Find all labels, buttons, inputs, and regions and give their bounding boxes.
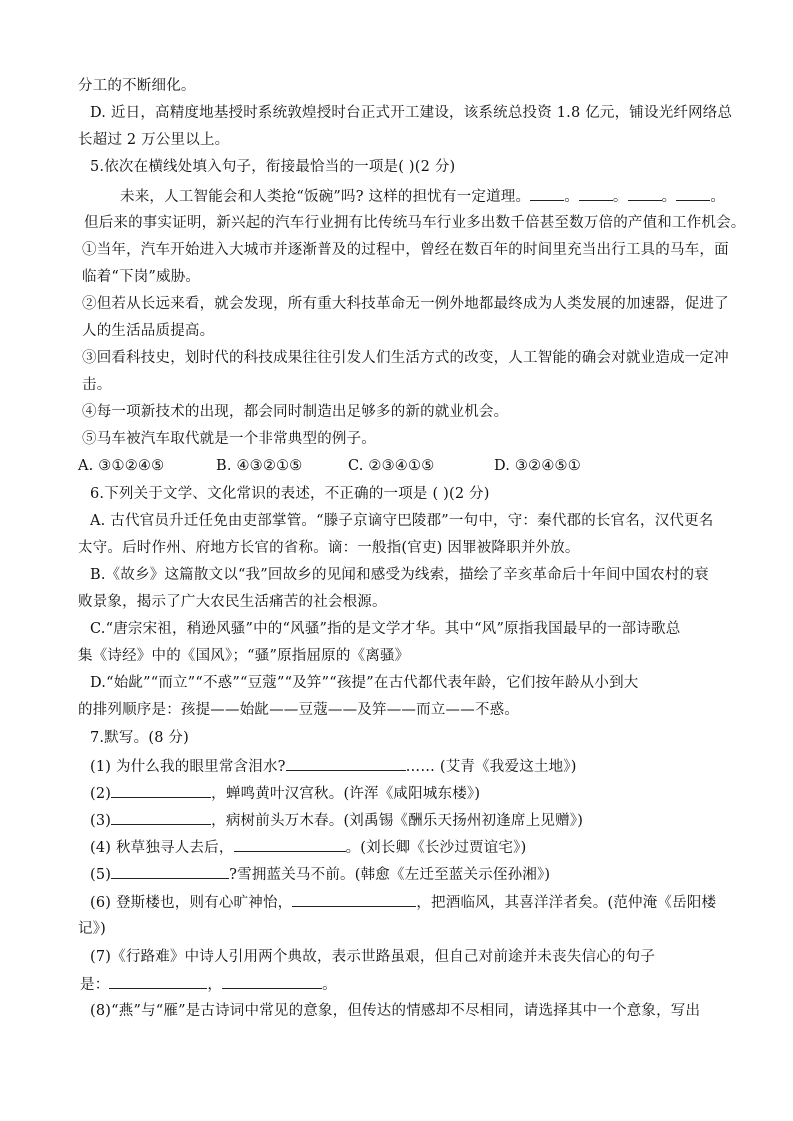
q7-item-1-blank[interactable] [286, 756, 406, 771]
q4-continuation-line: 分工的不断细化。 [78, 78, 196, 94]
q5-blank-3[interactable] [628, 186, 662, 201]
q5-sep-2: 。 [612, 189, 628, 205]
q6-option-a-line2: 太守。后时作州、府地方长官的省称。谪：一般指(官吏) 因罪被降职并外放。 [78, 540, 580, 556]
q7-item-6-text: (6) 登斯楼也，则有心旷神怡， [90, 895, 293, 911]
q6-option-c-line1: C.“唐宗宋祖，稍逊风骚”中的“风骚”指的是文学才华。其中“风”原指我国最早的一部诗歌总 [90, 621, 681, 637]
q7-item-3-num: (3) [90, 813, 112, 829]
q5-sentence-3b: 击。 [82, 377, 112, 393]
q6-option-b-line1: B.《故乡》这篇散文以“我”回故乡的见闻和感受为线索，描绘了辛亥革命后十年间中国农村的衰 [90, 567, 709, 583]
q5-passage-line1 [120, 186, 725, 207]
q5-stem: 5.依次在横线处填入句子，衔接最恰当的一项是( )(2 分) [90, 159, 456, 175]
q7-item-6-blank[interactable] [292, 892, 416, 907]
q5-blank-2[interactable] [579, 186, 613, 201]
q7-item-5-blank[interactable] [111, 864, 229, 879]
q6-option-d-line2: 的排列顺序是：孩提——始龀——豆蔻——及笄——而立——不惑。 [78, 702, 519, 718]
q7-item-3-text: ，病树前头万木春。(刘禹锡《酬乐天扬州初逢席上见赠》) [211, 813, 584, 829]
q7-stem: 7.默写。(8 分) [90, 730, 189, 746]
q6-option-d-line1: D.“始龀”“而立”“不惑”“豆蔻”“及笄”“孩提”在古代都代表年龄，它们按年龄从小到大 [90, 675, 639, 691]
q7-item-7-period: 。 [322, 977, 337, 993]
q5-sentence-2b: 人的生活品质提高。 [82, 323, 215, 339]
q4-option-d-line2: 长超过 2 万公里以上。 [78, 132, 230, 148]
q7-item-2-num: (2) [90, 786, 112, 802]
q5-option-a[interactable]: A. ③①②④⑤ [78, 458, 165, 474]
q7-item-7-prefix: 是： [80, 977, 110, 993]
q5-option-b[interactable]: B. ④③②①⑤ [216, 458, 303, 474]
q6-option-c-line2: 集《诗经》中的《国风》；“骚”原指屈原的《离骚》 [78, 648, 410, 664]
q7-item-2-text: ，蝉鸣黄叶汉宫秋。(许浑《咸阳城东楼》) [211, 786, 481, 802]
q7-item-7-line2 [80, 974, 337, 995]
q7-item-7-line1: (7)《行路难》中诗人引用两个典故，表示世路虽艰，但自己对前途并未丧失信心的句子 [90, 949, 656, 965]
q5-sentence-2a: ②但若从长远来看，就会发现，所有重大科技革命无一例外地都最终成为人类发展的加速器，促进了 [82, 296, 729, 312]
q7-item-7-blank-2[interactable] [222, 974, 322, 989]
q5-option-d[interactable]: D. ③②④⑤① [494, 458, 581, 474]
q7-item-8-line1: (8)“燕”与“雁”是古诗词中常见的意象，但传达的情感却不尽相同，请选择其中一个意象，写出 [90, 1003, 701, 1019]
q7-item-1-text: (1) 为什么我的眼里常含泪水? [90, 759, 286, 775]
q7-item-5-num: (5) [90, 867, 112, 883]
q7-item-4 [90, 837, 526, 858]
q4-option-d-line1: D. 近日，高精度地基授时系统敦煌授时台正式开工建设，该系统总投资 1.8 亿元，铺设光纤网络总 [90, 105, 733, 121]
q5-sentence-3a: ③回看科技史，划时代的科技成果往往引发人们生活方式的改变，人工智能的确会对就业造成一定冲 [82, 350, 729, 366]
q6-option-a-line1: A. 古代官员升迁任免由吏部掌管。“滕子京谪守巴陵郡”一句中，守：秦代郡的长官名，汉代更名 [90, 513, 714, 529]
q7-item-6 [90, 892, 716, 913]
q7-item-1-source: …… (艾青《我爱这土地》) [405, 759, 577, 775]
q6-option-b-line2: 败景象，揭示了广大农民生活痛苦的社会根源。 [78, 594, 387, 610]
q7-item-2 [90, 783, 480, 804]
q5-sep-3: 。 [661, 189, 677, 205]
q5-passage-line2: 但后来的事实证明，新兴起的汽车行业拥有比传统马车行业多出数千倍甚至数万倍的产值和工作机会。 [84, 215, 746, 231]
q5-sentence-1b: 临着“下岗”威胁。 [82, 269, 201, 285]
q5-sentence-1a: ①当年，汽车开始进入大城市并逐渐普及的过程中，曾经在数百年的时间里充当出行工具的马车，面 [82, 242, 729, 258]
q7-item-3 [90, 810, 583, 831]
q7-item-5-text: ?雪拥蓝关马不前。(韩愈《左迁至蓝关示侄孙湘》) [229, 867, 551, 883]
q6-stem: 6.下列关于文学、文化常识的表述，不正确的一项是 ( )(2 分) [90, 486, 490, 502]
q5-blank-4[interactable] [676, 186, 710, 201]
q7-item-6-rest: ，把酒临风，其喜洋洋者矣。(范仲淹《岳阳楼 [416, 895, 717, 911]
q7-item-1 [90, 756, 577, 777]
q5-sep-4: 。 [710, 189, 726, 205]
q5-option-c[interactable]: C. ②③④①⑤ [348, 458, 435, 474]
q5-sentence-4: ④每一项新技术的出现，都会同时制造出足够多的新的就业机会。 [82, 404, 509, 420]
q7-item-4-source: 。(刘长卿《长沙过贾谊宅》) [345, 840, 527, 856]
q5-passage-text: 未来，人工智能会和人类抢“饭碗”吗? 这样的担忧有一定道理。 [120, 189, 531, 205]
q7-item-6-cont: 记》) [78, 921, 107, 937]
q7-item-7-comma: ， [207, 977, 223, 993]
q7-item-4-text: (4) 秋草独寻人去后， [90, 840, 234, 856]
q7-item-4-blank[interactable] [234, 837, 346, 852]
q5-blank-1[interactable] [530, 186, 564, 201]
q5-options [78, 456, 718, 476]
q5-sentence-5: ⑤马车被汽车取代就是一个非常典型的例子。 [82, 431, 376, 447]
q5-sep-1: 。 [564, 189, 579, 205]
q7-item-7-blank-1[interactable] [109, 974, 207, 989]
q7-item-3-blank[interactable] [111, 810, 211, 825]
q7-item-5 [90, 864, 550, 885]
q7-item-2-blank[interactable] [111, 783, 211, 798]
